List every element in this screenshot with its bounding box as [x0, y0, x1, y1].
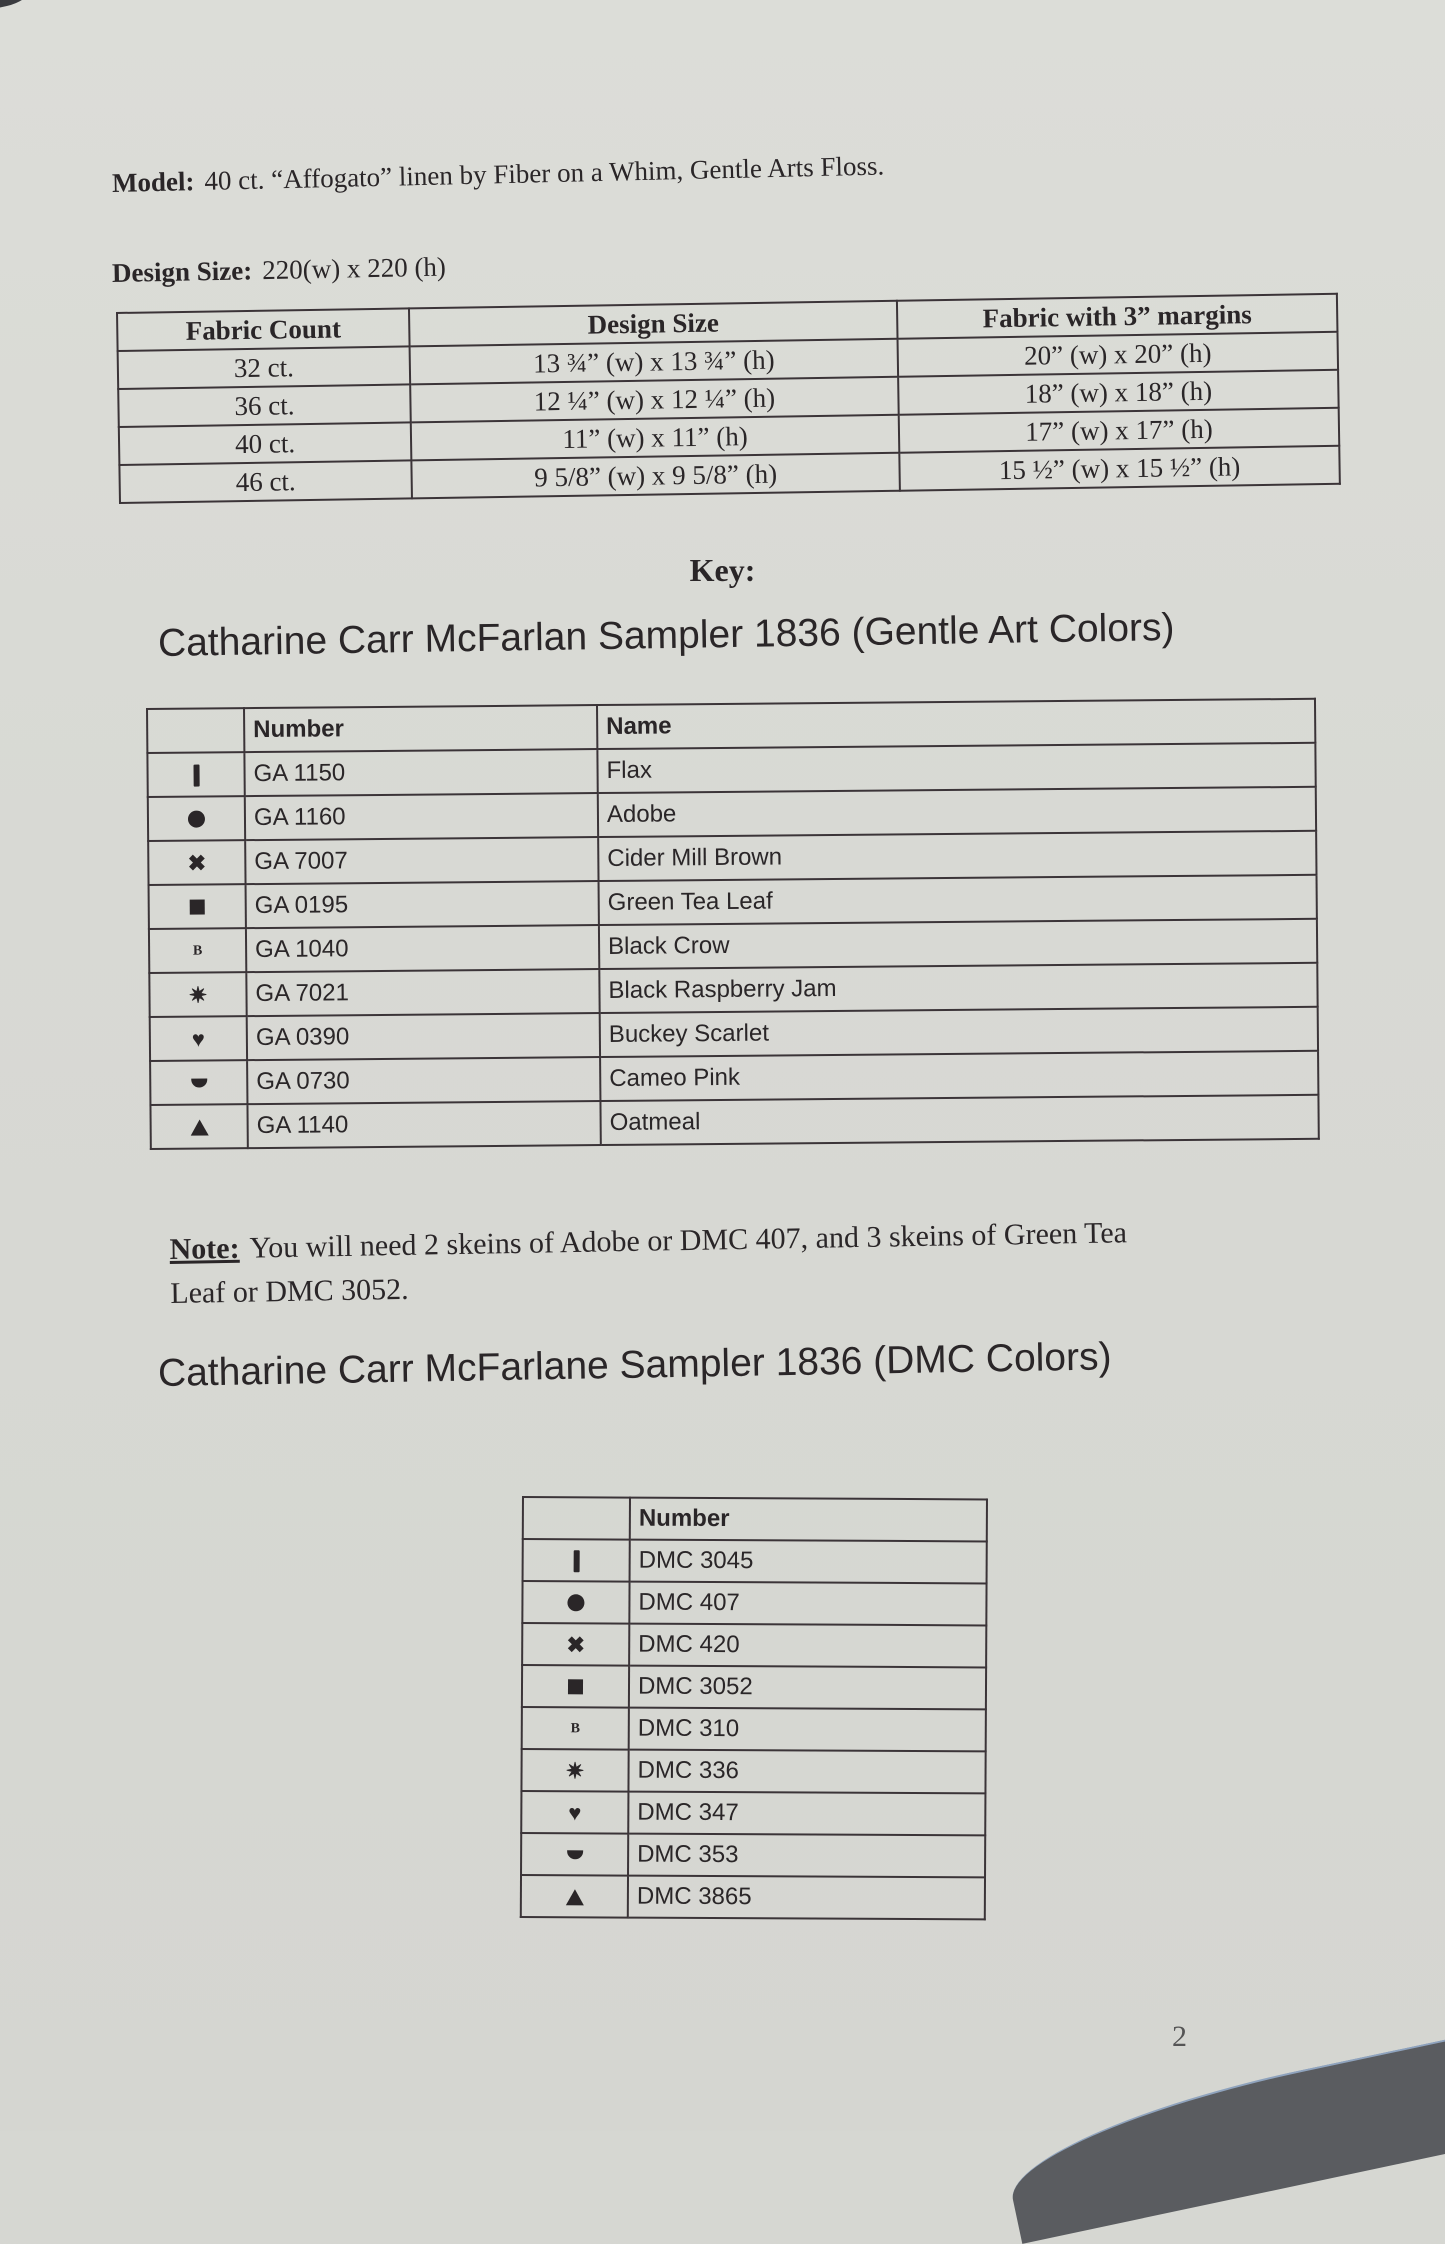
page-corner-shadow	[0, 0, 54, 19]
table-row	[523, 1539, 987, 1583]
thread-number: GA 0195	[246, 881, 599, 928]
header-symbol	[523, 1497, 630, 1540]
model-label: Model:	[111, 166, 195, 198]
thread-number: DMC 3045	[630, 1540, 987, 1584]
model-line	[112, 150, 885, 199]
fabric-count-cell: 46 ct.	[119, 460, 412, 503]
thread-number: GA 1150	[244, 749, 597, 796]
table-row	[521, 1749, 985, 1793]
thread-name: Oatmeal	[600, 1095, 1318, 1145]
vertical-bar-symbol-icon	[193, 764, 199, 786]
fabric-count-cell: 36 ct.	[118, 384, 411, 427]
dmc-key-table	[520, 1496, 988, 1920]
header-number: Number	[244, 705, 597, 752]
thread-number: DMC 3052	[629, 1666, 986, 1710]
page-number: 2	[1172, 2020, 1187, 2053]
design-size-cell: 13 ¾” (w) x 13 ¾” (h)	[410, 339, 899, 385]
heavy-x-symbol-icon: ✖	[566, 1631, 586, 1657]
fabric-size-table	[116, 293, 1341, 504]
note-label: Note:	[169, 1231, 240, 1267]
model-text: 40 ct. “Affogato” linen by Fiber on a Whim, Gentle Arts Floss.	[204, 150, 885, 196]
table-row	[521, 1791, 985, 1835]
note-paragraph	[169, 1211, 1128, 1316]
half-circle-symbol-icon	[191, 1079, 207, 1088]
header-number: Number	[630, 1498, 987, 1542]
thread-number: DMC 347	[628, 1792, 985, 1836]
fabric-margin-cell: 18” (w) x 18” (h)	[898, 370, 1339, 415]
heart-symbol-icon: ♥	[568, 1799, 582, 1825]
thread-name: Green Tea Leaf	[599, 875, 1317, 925]
note-text-line-1: You will need 2 skeins of Adobe or DMC 407, and 3 skeins of Green Tea	[249, 1216, 1128, 1265]
filled-circle-symbol-icon	[188, 811, 205, 828]
triangle-symbol-icon	[190, 1119, 208, 1135]
key-heading: Key:	[689, 552, 756, 588]
thread-number: GA 1040	[246, 925, 599, 972]
table-row	[522, 1623, 986, 1667]
thread-name: Cameo Pink	[600, 1051, 1318, 1101]
design-size-cell: 9 5/8” (w) x 9 5/8” (h)	[411, 453, 900, 499]
filled-square-symbol-icon	[568, 1679, 583, 1694]
thread-number: GA 7021	[246, 969, 599, 1016]
table-row	[150, 1095, 1318, 1149]
thread-name: Flax	[597, 743, 1315, 793]
gentle-art-key-title: Catharine Carr McFarlan Sampler 1836 (Gentle Art Colors)	[157, 606, 1175, 665]
fabric-count-cell: 32 ct.	[118, 346, 411, 389]
thread-number: DMC 420	[629, 1624, 986, 1668]
thread-number: DMC 3865	[628, 1876, 985, 1920]
design-size-label: Design Size:	[111, 255, 253, 288]
triangle-symbol-icon	[565, 1889, 583, 1905]
thread-name: Buckey Scarlet	[600, 1007, 1318, 1057]
header-fabric-margins: Fabric with 3” margins	[897, 294, 1338, 339]
table-row	[521, 1875, 985, 1919]
note-text-line-2: Leaf or DMC 3052.	[170, 1272, 409, 1310]
letter-b-symbol-icon: B	[192, 943, 203, 959]
gentle-art-key-table	[146, 698, 1320, 1150]
filled-square-symbol-icon	[190, 900, 205, 915]
thread-number: DMC 310	[629, 1708, 986, 1752]
thread-name: Cider Mill Brown	[598, 831, 1316, 881]
filled-circle-symbol-icon	[567, 1594, 584, 1611]
thread-name: Black Crow	[599, 919, 1317, 969]
thread-number: DMC 407	[629, 1582, 986, 1626]
heart-symbol-icon: ♥	[191, 1026, 206, 1052]
table-header-row	[523, 1497, 987, 1541]
header-symbol	[147, 708, 244, 753]
table-row	[521, 1833, 985, 1877]
design-size-text: 220(w) x 220 (h)	[261, 251, 447, 286]
asterisk-star-symbol-icon: ✷	[565, 1757, 585, 1783]
table-row	[522, 1707, 986, 1751]
table-row	[522, 1581, 986, 1625]
thread-number: GA 0390	[247, 1013, 600, 1060]
thread-number: DMC 336	[628, 1750, 985, 1794]
header-fabric-count: Fabric Count	[117, 308, 410, 351]
page-corner-shadow	[999, 2026, 1445, 2244]
fabric-margin-cell: 17” (w) x 17” (h)	[899, 408, 1340, 453]
fabric-margin-cell: 15 ½” (w) x 15 ½” (h)	[899, 446, 1340, 491]
thread-number: GA 1160	[245, 793, 598, 840]
header-name: Name	[597, 699, 1315, 749]
half-circle-symbol-icon	[567, 1850, 583, 1859]
thread-name: Adobe	[598, 787, 1316, 837]
table-row	[522, 1665, 986, 1709]
fabric-margin-cell: 20” (w) x 20” (h)	[898, 332, 1339, 377]
fabric-count-cell: 40 ct.	[119, 422, 412, 465]
design-size-cell: 11” (w) x 11” (h)	[411, 415, 900, 461]
vertical-bar-symbol-icon	[573, 1550, 579, 1572]
asterisk-star-symbol-icon: ✷	[188, 982, 208, 1008]
dmc-key-title: Catharine Carr McFarlane Sampler 1836 (DMC Colors)	[157, 1335, 1112, 1395]
header-design-size: Design Size	[409, 301, 898, 347]
heavy-x-symbol-icon: ✖	[187, 850, 207, 876]
thread-number: GA 0730	[247, 1057, 600, 1104]
thread-number: DMC 353	[628, 1834, 985, 1878]
thread-number: GA 7007	[245, 837, 598, 884]
thread-number: GA 1140	[247, 1101, 600, 1148]
letter-b-symbol-icon: B	[570, 1720, 580, 1736]
design-size-cell: 12 ¼” (w) x 12 ¼” (h)	[410, 377, 899, 423]
thread-name: Black Raspberry Jam	[599, 963, 1317, 1013]
design-size-line	[112, 252, 446, 289]
